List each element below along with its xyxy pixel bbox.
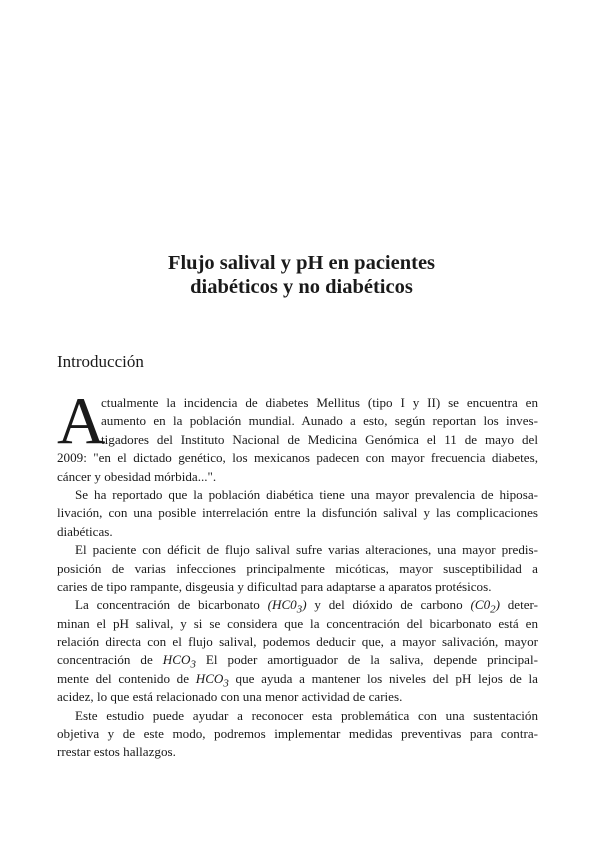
text-run: mente del contenido de xyxy=(57,670,196,686)
body-text xyxy=(57,394,538,762)
text-line: 2009: "en el dictado genético, los mexicanos padecen con mayor frecuencia diabetes, xyxy=(57,450,538,466)
text-line: posición de varias infecciones principalmente micóticas, mayor susceptibilidad a xyxy=(57,560,538,576)
text-line: livación, con una posible interrelación entre la disfunción salival y las complicaciones xyxy=(57,505,538,521)
text-line: tigadores del Instituto Nacional de Medicina Genómica el 11 de mayo del xyxy=(101,431,538,447)
text-line: Se ha reportado que la población diabética tiene una mayor prevalencia de hiposa- xyxy=(75,486,538,502)
text-line: rrestar estos hallazgos. xyxy=(57,744,176,760)
text-line: objetiva y de este modo, podremos implementar medidas preventivas para contra- xyxy=(57,726,538,742)
text-line xyxy=(57,670,538,688)
text-line: cáncer y obesidad mórbida...". xyxy=(57,468,217,484)
text-line xyxy=(57,596,538,614)
text-run: La concentración de bicarbonato xyxy=(75,597,268,613)
text-line: acidez, lo que está relacionado con una menor actividad de caries. xyxy=(57,689,403,705)
text-line: Este estudio puede ayudar a reconocer esta problemática con una sustentación xyxy=(75,707,538,723)
drop-cap: A xyxy=(57,384,106,458)
text-line: minan el pH salival, y si se considera que la concentración del bicarbonato está en xyxy=(57,615,538,631)
article-title-line-2: diabéticos y no diabéticos xyxy=(190,276,413,298)
text-line: ctualmente la incidencia de diabetes Mellitus (tipo I y II) se encuentra en xyxy=(101,395,538,410)
text-line: aumento en la población mundial. Aunado a esto, según reportan los inves- xyxy=(101,413,538,429)
text-line: diabéticas. xyxy=(57,523,113,539)
text-run: deter- xyxy=(499,597,538,613)
carbon-dioxide-formula: $(C0_2)$ xyxy=(470,597,500,615)
section-heading: Introducción xyxy=(57,352,144,371)
text-run: El poder amortiguador de la saliva, depende principal- xyxy=(195,652,538,668)
text-run: y del dióxido de carbono xyxy=(306,597,471,613)
bicarbonate-formula: $(HC0_3)$ xyxy=(267,597,307,615)
bicarbonate-formula: $HCO_3$ xyxy=(162,652,196,670)
text-line: relación directa con el flujo salival, podemos deducir que, a mayor salivación, mayor xyxy=(57,634,538,650)
text-run: que ayuda a mantener los niveles del pH lejos de la xyxy=(228,670,538,686)
text-run: concentración de xyxy=(57,652,163,668)
text-line: caries de tipo rampante, disgeusia y dificultad para adaptarse a aparatos protésicos. xyxy=(57,578,492,594)
article-title-line-1: Flujo salival y pH en pacientes xyxy=(167,252,436,274)
text-line: El paciente con déficit de flujo salival sufre varias alteraciones, una mayor predis- xyxy=(75,542,538,558)
text-line xyxy=(57,651,538,669)
bicarbonate-formula: $HCO_3$ xyxy=(195,670,229,689)
